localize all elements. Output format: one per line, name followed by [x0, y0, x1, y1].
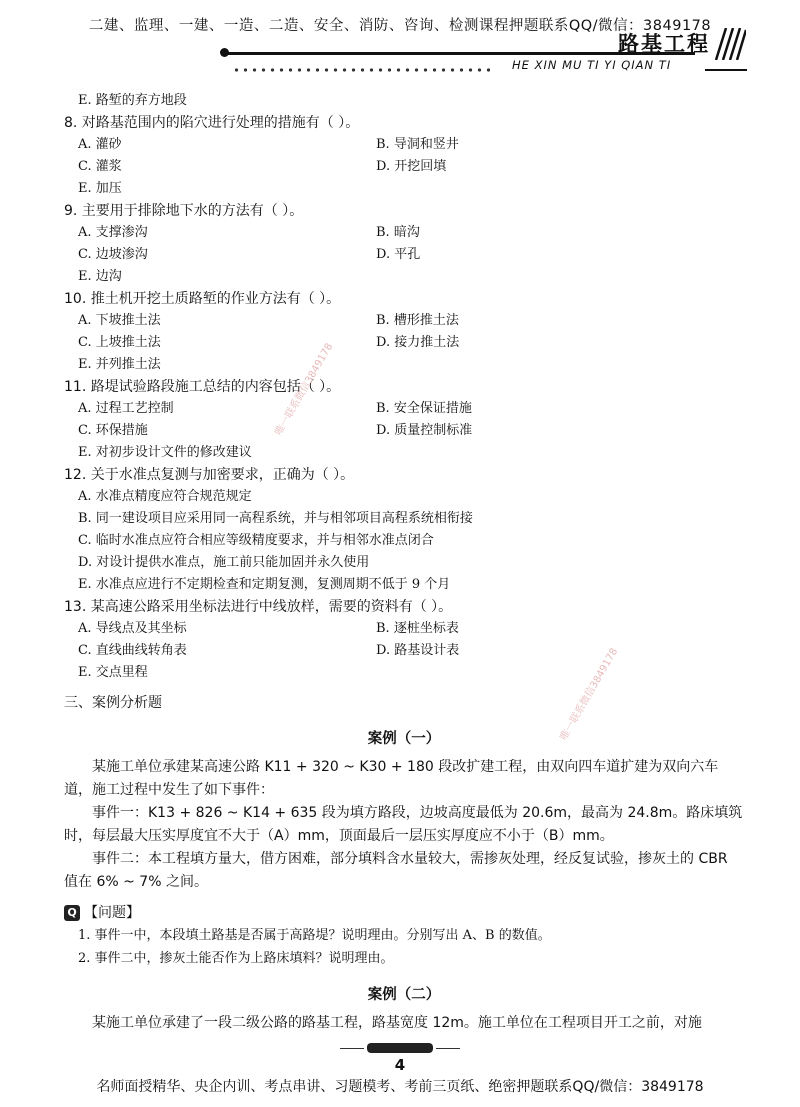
content — [64, 90, 744, 1035]
option-e: E. 水准点应进行不定期检查和定期复测，复测周期不低于 9 个月 — [78, 577, 451, 592]
lead-option: E. 路堑的弃方地段 — [78, 93, 187, 108]
question-10 — [64, 288, 744, 376]
option-d: D. 接力推土法 — [376, 335, 460, 350]
option-d: D. 开挖回填 — [376, 159, 447, 174]
page-number: 4 — [394, 1056, 406, 1074]
problem-item: 2. 事件二中，掺灰土能否作为上路床填料？说明理由。 — [78, 951, 394, 966]
option-d: D. 对设计提供水准点，施工前只能加固并永久使用 — [78, 555, 370, 570]
question-stem: 8. 对路基范围内的陷穴进行处理的措施有（ ）。 — [64, 115, 360, 131]
case-paragraph: 某施工单位承建某高速公路 K11 + 320 ~ K30 + 180 段改扩建工程，由双向四车道扩建为双向六车道，施工过程中发生了如下事件： — [64, 759, 719, 798]
case-paragraph: 事件二：本工程填方量大，借方困难，部分填料含水量较大，需掺灰处理，经反复试验，掺灰土的 CBR 值在 6% ~ 7% 之间。 — [64, 851, 728, 890]
watermark: 唯一联系微信3849178 — [558, 646, 621, 743]
option-a: A. 过程工艺控制 — [78, 401, 174, 416]
question-8 — [64, 112, 744, 200]
option-a: A. 灌砂 — [78, 137, 122, 152]
case-2 — [64, 984, 744, 1035]
page-number-bar — [367, 1043, 433, 1053]
option-a: A. 导线点及其坐标 — [78, 621, 187, 636]
option-b: B. 逐桩坐标表 — [376, 621, 459, 636]
option-b: B. 同一建设项目应采用同一高程系统，并与相邻项目高程系统相衔接 — [78, 511, 473, 526]
option-c: C. 环保措施 — [78, 423, 148, 438]
question-stem: 9. 主要用于排除地下水的方法有（ ）。 — [64, 203, 304, 219]
problem-heading — [64, 902, 744, 924]
option-c: C. 临时水准点应符合相应等级精度要求，并与相邻水准点闭合 — [78, 533, 434, 548]
question-12 — [64, 464, 744, 596]
option-c: C. 上坡推土法 — [78, 335, 161, 350]
footer-banner: 名师面授精华、央企内训、考点串讲、习题模考、考前三页纸、绝密押题联系QQ/微信：3849178 — [96, 1079, 704, 1095]
case-paragraph: 事件一：K13 + 826 ~ K14 + 635 段为填方路段，边坡高度最低为 20.6m，最高为 24.8m。路床填筑时，每层最大压实厚度宜不大于（A）mm，顶面最后一层压实厚度应不小于（B）mm。 — [64, 805, 743, 844]
problem-label: 【问题】 — [84, 905, 140, 921]
option-b: B. 暗沟 — [376, 225, 420, 240]
option-e: E. 并列推土法 — [78, 357, 161, 372]
option-a: A. 支撑渗沟 — [78, 225, 148, 240]
option-a: A. 下坡推土法 — [78, 313, 161, 328]
option-a: A. 水准点精度应符合规范规定 — [78, 489, 252, 504]
option-c: C. 直线曲线转角表 — [78, 643, 187, 658]
option-e: E. 交点里程 — [78, 665, 148, 680]
option-e: E. 边沟 — [78, 269, 122, 284]
option-c: C. 边坡渗沟 — [78, 247, 148, 262]
case-paragraph: 某施工单位承建了一段二级公路的路基工程，路基宽度 12m。施工单位在工程项目开工之前，对施 — [92, 1015, 702, 1031]
page-number-rule — [436, 1048, 460, 1049]
option-c: C. 灌浆 — [78, 159, 122, 174]
case-1 — [64, 728, 744, 970]
case-title: 案例（二） — [367, 987, 441, 1003]
watermark: 唯一联系微信3849178 — [273, 341, 336, 438]
header-dots — [232, 67, 492, 73]
chapter-subtitle: HE XIN MU TI YI QIAN TI — [512, 58, 672, 72]
option-d: D. 路基设计表 — [376, 643, 460, 658]
option-b: B. 槽形推土法 — [376, 313, 459, 328]
top-banner: 二建、监理、一建、一造、二造、安全、消防、咨询、检测课程押题联系QQ/微信：3849178 — [88, 18, 712, 34]
header-stripes-icon — [710, 28, 746, 60]
subtitle-rule — [705, 69, 747, 71]
question-13 — [64, 596, 744, 684]
question-badge-icon: Q — [64, 905, 80, 921]
question-stem: 11. 路堤试验路段施工总结的内容包括（ ）。 — [64, 379, 341, 395]
question-9 — [64, 200, 744, 288]
question-stem: 12. 关于水准点复测与加密要求，正确为（ ）。 — [64, 467, 355, 483]
option-b: B. 安全保证措施 — [376, 401, 472, 416]
problem-item: 1. 事件一中，本段填土路基是否属于高路堤？说明理由。分别写出 A、B 的数值。 — [78, 928, 551, 943]
chapter-title: 路基工程 — [618, 32, 710, 56]
option-d: D. 平孔 — [376, 247, 421, 262]
option-d: D. 质量控制标准 — [376, 423, 473, 438]
option-e: E. 加压 — [78, 181, 122, 196]
page-number-rule — [340, 1048, 364, 1049]
case-title: 案例（一） — [367, 731, 441, 747]
question-stem: 13. 某高速公路采用坐标法进行中线放样，需要的资料有（ ）。 — [64, 599, 453, 615]
question-11 — [64, 376, 744, 464]
section-heading: 三、案例分析题 — [64, 695, 162, 711]
option-e: E. 对初步设计文件的修改建议 — [78, 445, 252, 460]
question-stem: 10. 推土机开挖土质路堑的作业方法有（ ）。 — [64, 291, 341, 307]
option-b: B. 导洞和竖井 — [376, 137, 459, 152]
